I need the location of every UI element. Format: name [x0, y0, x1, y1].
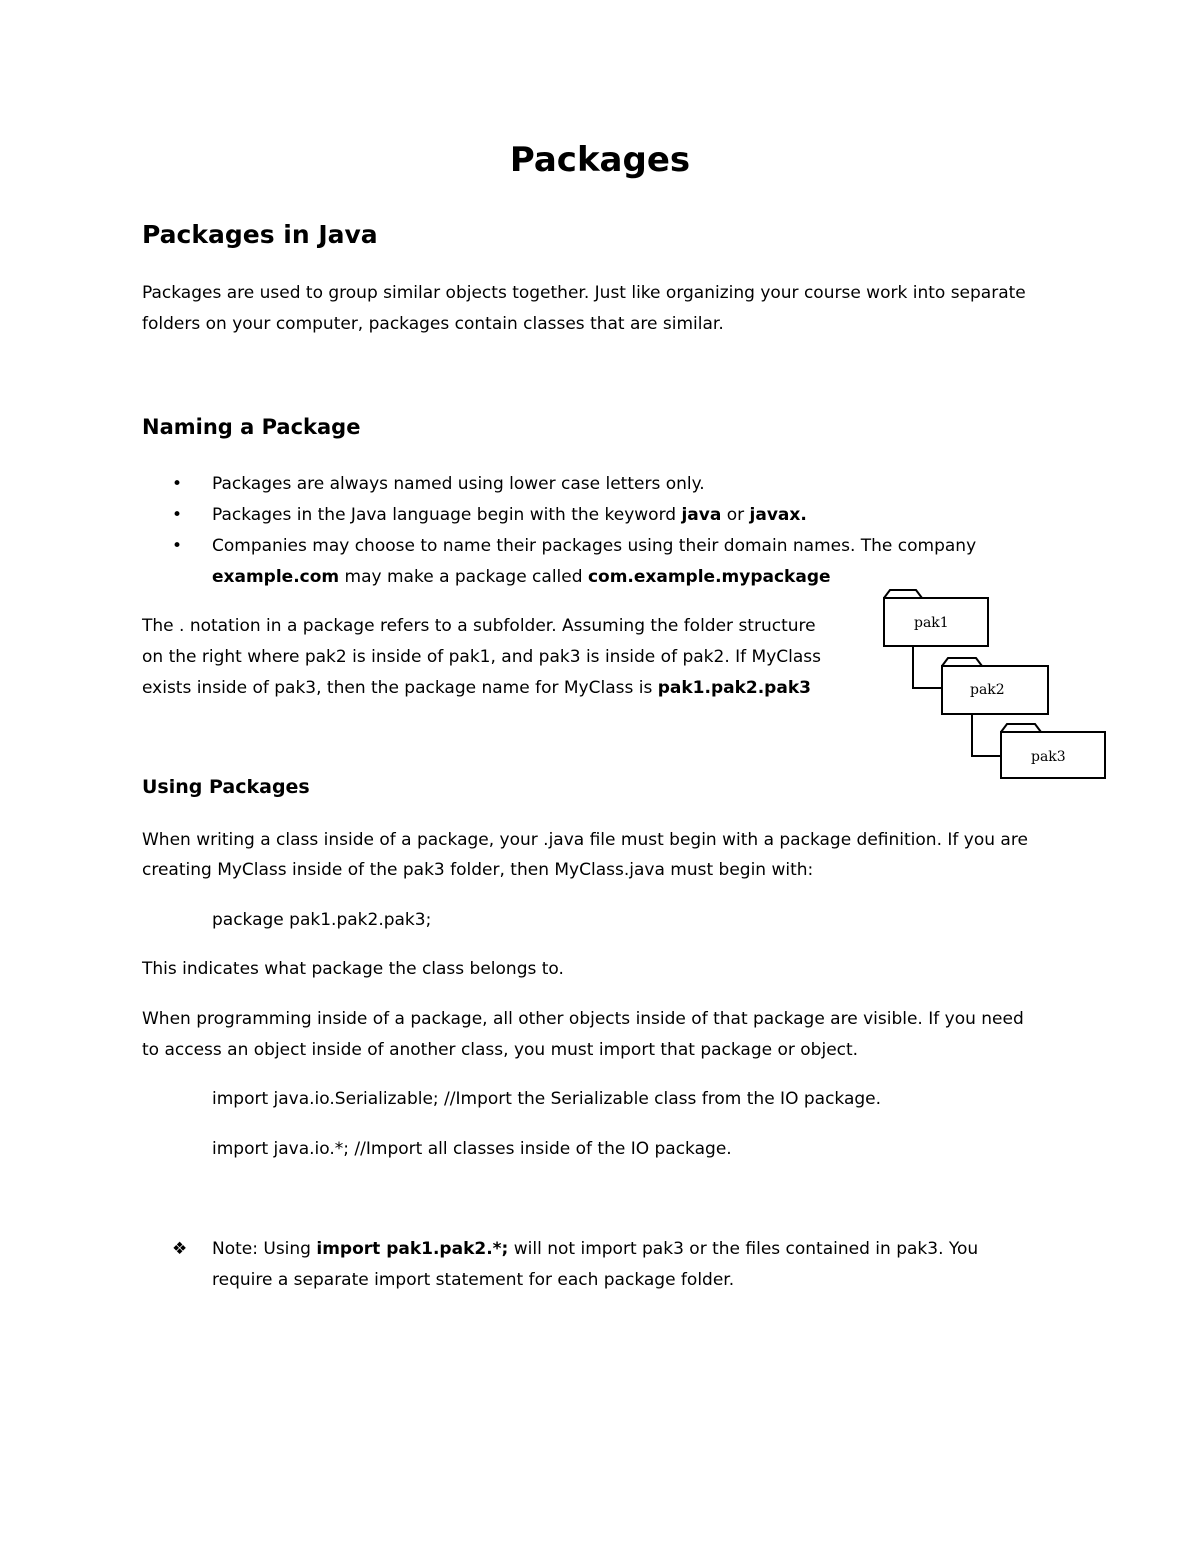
using-paragraph-line-1: When writing a class inside of a package, your .java file must begin with a package definition. If you are: [142, 830, 1028, 850]
note-line-1: Note: Using import pak1.pak2.*; will not import pak3 or the files contained in pak3. You: [212, 1239, 979, 1259]
folder-label-pak3: pak3: [1031, 749, 1066, 765]
folder-label-pak1: pak1: [914, 615, 949, 631]
folder-structure-diagram: [878, 588, 1110, 784]
visibility-paragraph-line-1: When programming inside of a package, all other objects inside of that package are visible. If you need: [142, 1009, 1024, 1029]
intro-paragraph-line-1: Packages are used to group similar objects together. Just like organizing your course work into separate: [142, 283, 1026, 303]
heading-packages-in-java: Packages in Java: [142, 220, 378, 249]
bullet-item-3-line-2: example.com may make a package called com.example.mypackage: [212, 567, 831, 587]
intro-paragraph-line-2: folders on your computer, packages contain classes that are similar.: [142, 314, 724, 334]
folder-icon: [1001, 724, 1041, 732]
heading-naming-a-package: Naming a Package: [142, 415, 361, 439]
belongs-paragraph: This indicates what package the class belongs to.: [142, 959, 564, 979]
heading-using-packages: Using Packages: [142, 776, 310, 798]
notation-paragraph-line-1: The . notation in a package refers to a subfolder. Assuming the folder structure: [142, 616, 816, 636]
bullet-icon: •: [172, 536, 183, 556]
bullet-item-2: Packages in the Java language begin with the keyword java or javax.: [212, 505, 807, 525]
folder-label-pak2: pak2: [970, 682, 1005, 698]
visibility-paragraph-line-2: to access an object inside of another class, you must import that package or object.: [142, 1040, 859, 1060]
notation-paragraph-line-3: exists inside of pak3, then the package name for MyClass is pak1.pak2.pak3: [142, 678, 811, 698]
folder-icon: [942, 658, 982, 666]
diamond-bullet-icon: ❖: [172, 1239, 188, 1259]
code-import-all-io: import java.io.*; //Import all classes inside of the IO package.: [212, 1139, 732, 1159]
notation-paragraph-line-2: on the right where pak2 is inside of pak1, and pak3 is inside of pak2. If MyClass: [142, 647, 821, 667]
code-import-serializable: import java.io.Serializable; //Import the Serializable class from the IO package.: [212, 1089, 882, 1109]
note-line-2: require a separate import statement for each package folder.: [212, 1270, 735, 1290]
folder-icon: [884, 590, 922, 598]
bullet-icon: •: [172, 505, 183, 525]
using-paragraph-line-2: creating MyClass inside of the pak3 folder, then MyClass.java must begin with:: [142, 860, 814, 880]
code-package-statement: package pak1.pak2.pak3;: [212, 910, 432, 930]
page-title: Packages: [509, 140, 691, 180]
bullet-item-3-line-1: Companies may choose to name their packages using their domain names. The company: [212, 536, 977, 556]
bullet-icon: •: [172, 474, 183, 494]
bullet-item-1: Packages are always named using lower case letters only.: [212, 474, 705, 494]
